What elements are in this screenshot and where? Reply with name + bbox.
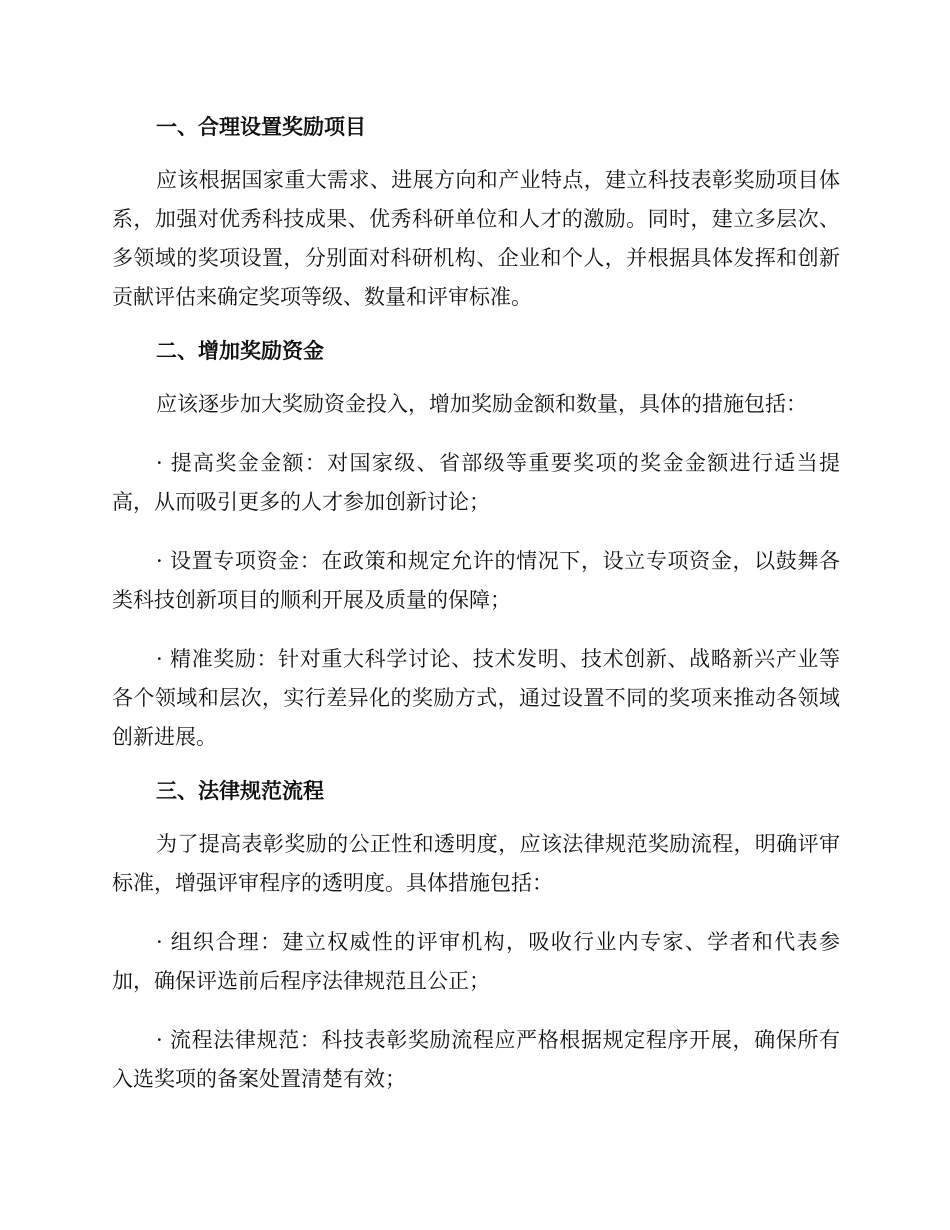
body-paragraph: 应该根据国家重大需求、进展方向和产业特点，建立科技表彰奖励项目体系，加强对优秀科技成果、优秀科研单位和人才的激励。同时，建立多层次、多领域的奖项设置，分别面对科研机构、企业和个人，并根据具体发挥和创新贡献评估来确定奖项等级、数量和评审标准。 [112, 168, 840, 309]
bullet-paragraph: · 精准奖励：针对重大科学讨论、技术发明、技术创新、战略新兴产业等各个领域和层次，实行差异化的奖励方式，通过设置不同的奖项来推动各领域创新进展。 [112, 647, 840, 749]
bullet-paragraph: · 流程法律规范：科技表彰奖励流程应严格根据规定程序开展，确保所有入选奖项的备案处置清楚有效； [112, 1028, 840, 1091]
section-heading: 一、合理设置奖励项目 [156, 115, 366, 139]
bullet-paragraph: · 提高奖金金额：对国家级、省部级等重要奖项的奖金金额进行适当提高，从而吸引更多的人才参加创新讨论； [112, 451, 840, 514]
section-award-funding [112, 337, 840, 757]
section-award-items [112, 113, 840, 317]
bullet-paragraph: · 组织合理：建立权威性的评审机构，吸收行业内专家、学者和代表参加，确保评选前后程序法律规范且公正； [112, 930, 840, 993]
bullet-paragraph: · 设置专项资金：在政策和规定允许的情况下，设立专项资金，以鼓舞各类科技创新项目的顺利开展及质量的保障； [112, 549, 840, 612]
body-paragraph: 应该逐步加大奖励资金投入，增加奖励金额和数量，具体的措施包括： [156, 392, 807, 416]
section-heading: 三、法律规范流程 [156, 779, 324, 803]
section-legal-process [112, 777, 840, 1099]
body-paragraph: 为了提高表彰奖励的公正性和透明度，应该法律规范奖励流程，明确评审标准，增强评审程序的透明度。具体措施包括： [112, 832, 840, 895]
section-heading: 二、增加奖励资金 [156, 339, 324, 363]
